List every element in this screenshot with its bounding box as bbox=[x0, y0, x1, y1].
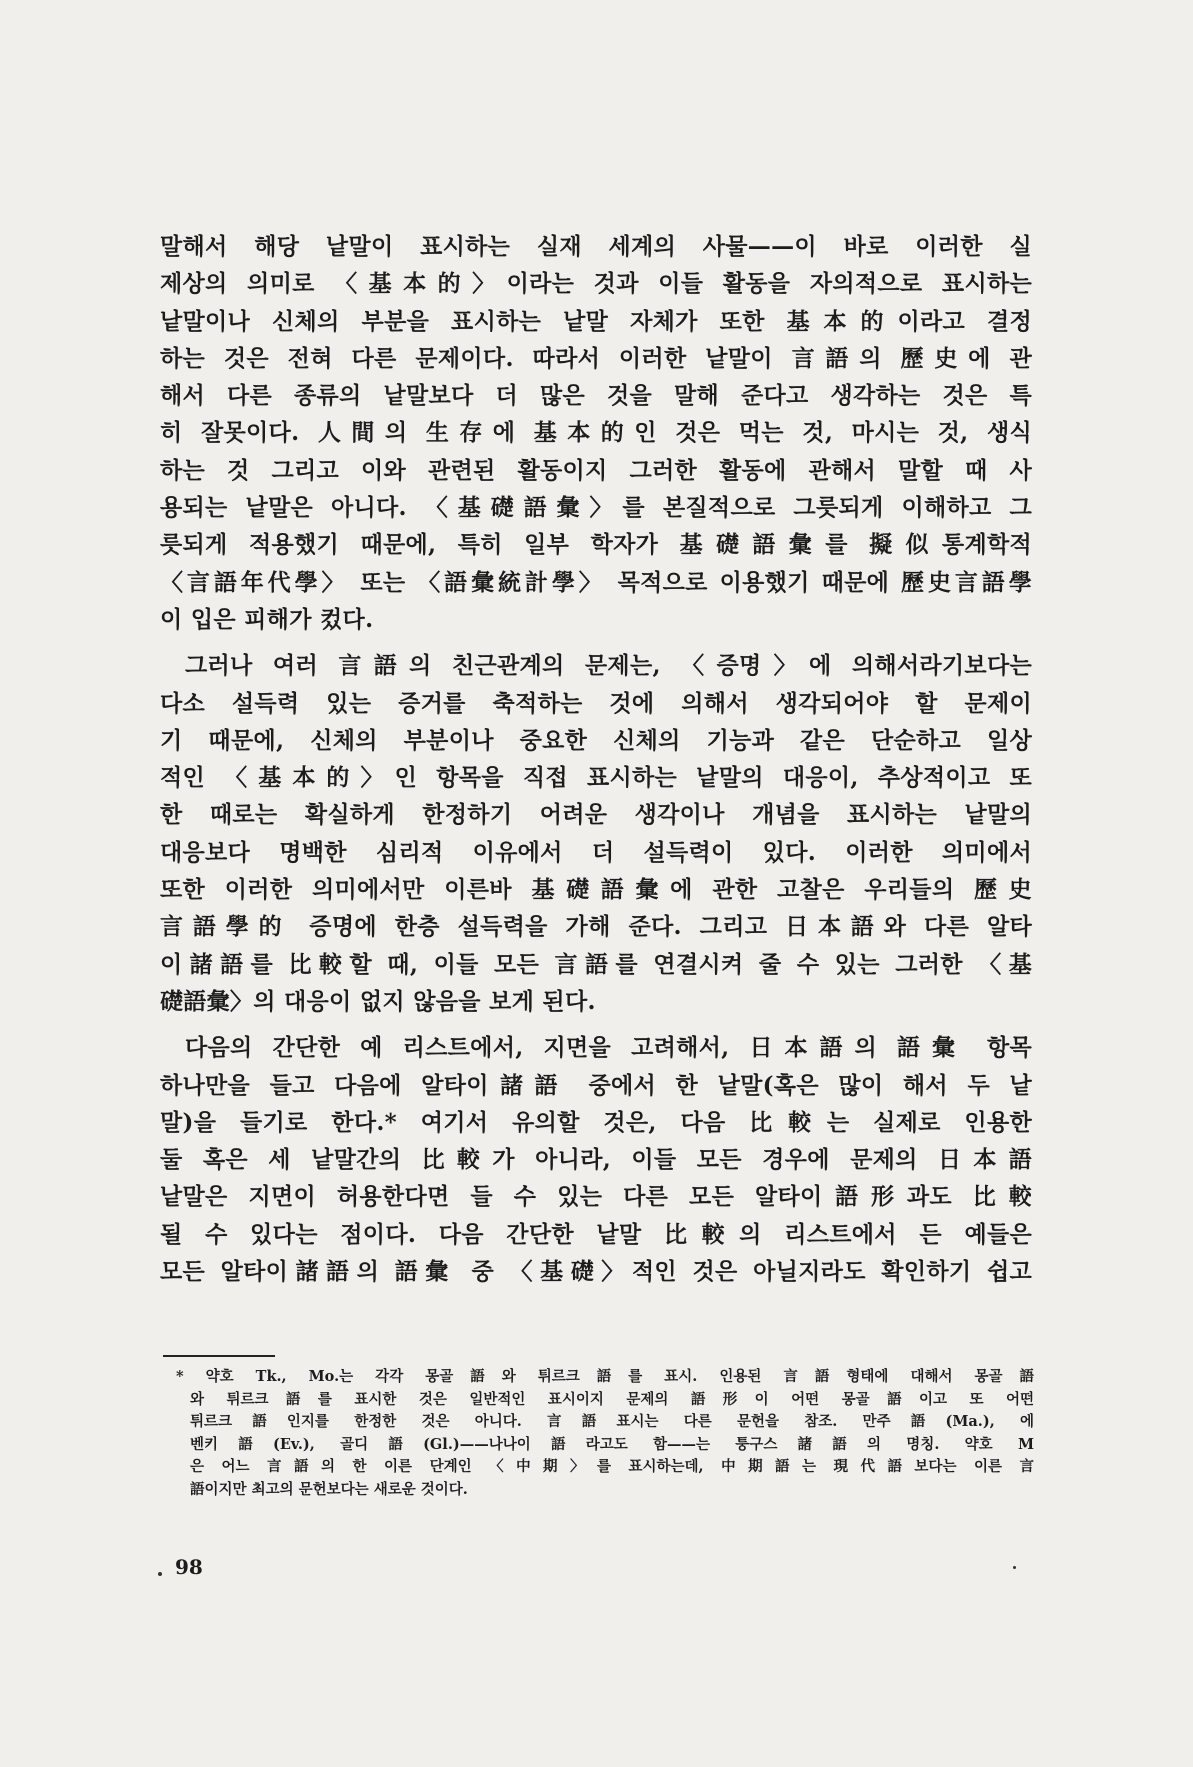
text-line: 둘 혹은 세 낱말간의 比較가 아니라, 이들 모든 경우에 문제의 日本語 bbox=[160, 1146, 1032, 1174]
footnote-line: 튀르크語인지를 한정한 것은 아니다. 言語표시는 다른 문헌을 참조. 만주語(Ma.), 에 bbox=[190, 1413, 1034, 1431]
text-line: 하는 것 그리고 이와 관련된 활동이지 그러한 활동에 관해서 말할 때 사 bbox=[160, 456, 1032, 484]
text-line: 다소 설득력 있는 증거를 축적하는 것에 의해서 생각되어야 할 문제이 bbox=[160, 689, 1032, 717]
text-line: 될 수 있다는 점이다. 다음 간단한 낱말 比較의 리스트에서 든 예들은 bbox=[160, 1220, 1032, 1248]
text-line: 〈言語年代學〉 또는 〈語彙統計學〉 목적으로 이용했기 때문에 歷史言語學 bbox=[160, 568, 1032, 596]
footnote-rule bbox=[163, 1355, 275, 1357]
text-line: 대응보다 명백한 심리적 이유에서 더 설득력이 있다. 이러한 의미에서 bbox=[160, 838, 1032, 866]
text-line: 히 잘못이다. 人間의 生存에 基本的인 것은 먹는 것, 마시는 것, 생식 bbox=[160, 419, 1032, 447]
text-line: 이諸語를 比較할 때, 이들 모든 言語를 연결시켜 줄 수 있는 그러한 〈基 bbox=[160, 950, 1032, 978]
page-number: 98 bbox=[175, 1555, 203, 1579]
footnote-line: 와 튀르크語를 표시한 것은 일반적인 표시이지 문제의 語形이 어떤 몽골語이고 또 어떤 bbox=[190, 1390, 1034, 1408]
text-line: 릇되게 적용했기 때문에, 특히 일부 학자가 基礎語彙를 擬似통계학적 bbox=[160, 531, 1032, 559]
text-line: 용되는 낱말은 아니다. 〈基礎語彙〉를 본질적으로 그릇되게 이해하고 그 bbox=[160, 494, 1032, 522]
text-line: 낱말은 지면이 허용한다면 들 수 있는 다른 모든 알타이語形과도 比較 bbox=[160, 1183, 1032, 1211]
text-line: 礎語彙〉의 대응이 없지 않음을 보게 된다. bbox=[160, 987, 596, 1015]
text-line: 그러나 여러 言語의 친근관계의 문제는, 〈증명〉에 의해서라기보다는 bbox=[185, 652, 1032, 680]
body-text bbox=[160, 228, 1032, 1290]
text-line: 기 때문에, 신체의 부분이나 중요한 신체의 기능과 같은 단순하고 일상 bbox=[160, 726, 1032, 754]
text-line: 적인 〈基本的〉인 항목을 직접 표시하는 낱말의 대응이, 추상적이고 또 bbox=[160, 764, 1032, 792]
text-line: 하는 것은 전혀 다른 문제이다. 따라서 이러한 낱말이 言語의 歷史에 관 bbox=[160, 344, 1032, 372]
text-line: 하나만을 들고 다음에 알타이諸語 중에서 한 낱말(혹은 많이 해서 두 낱 bbox=[160, 1071, 1032, 1099]
footnote bbox=[176, 1366, 1034, 1502]
footnote-line: 벤키語(Ev.), 골디語(Gl.)——나나이語라고도 함——는 퉁구스諸語의 명칭. 약호 M bbox=[190, 1435, 1034, 1453]
text-line: 해서 다른 종류의 낱말보다 더 많은 것을 말해 준다고 생각하는 것은 특 bbox=[160, 382, 1032, 410]
paragraph-3 bbox=[160, 1029, 1032, 1290]
footnote-line: * 약호 Tk., Mo.는 각각 몽골語와 튀르크語를 표시. 인용된 言語형태에 대해서 몽골語 bbox=[176, 1368, 1034, 1385]
text-line: 言語學的 증명에 한층 설득력을 가해 준다. 그리고 日本語와 다른 알타 bbox=[160, 913, 1032, 941]
scan-speck bbox=[1013, 1566, 1016, 1569]
scan-speck bbox=[158, 1572, 162, 1576]
text-line: 또한 이러한 의미에서만 이른바 基礎語彙에 관한 고찰은 우리들의 歷史 bbox=[160, 876, 1032, 904]
text-line: 낱말이나 신체의 부분을 표시하는 낱말 자체가 또한 基本的이라고 결정 bbox=[160, 307, 1032, 335]
text-line: 모든 알타이諸語의 語彙 중 〈基礎〉적인 것은 아닐지라도 확인하기 쉽고 bbox=[160, 1258, 1032, 1286]
text-line: 다음의 간단한 예 리스트에서, 지면을 고려해서, 日本語의 語彙 항목 bbox=[185, 1034, 1032, 1062]
paragraph-2 bbox=[160, 647, 1032, 1020]
text-line: 이 입은 피해가 컸다. bbox=[160, 605, 374, 633]
paragraph-1 bbox=[160, 228, 1032, 638]
footnote-line: 은 어느 言語의 한 이른 단계인 〈中期〉를 표시하는데, 中期語는 現代語보다는 이른 言 bbox=[190, 1458, 1034, 1476]
text-line: 한 때로는 확실하게 한정하기 어려운 생각이나 개념을 표시하는 낱말의 bbox=[160, 801, 1032, 829]
text-line: 제상의 의미로 〈基本的〉이라는 것과 이들 활동을 자의적으로 표시하는 bbox=[160, 270, 1032, 298]
footnote-line: 語이지만 최고의 문헌보다는 새로운 것이다. bbox=[190, 1480, 468, 1498]
text-line: 말해서 해당 낱말이 표시하는 실재 세계의 사물——이 바로 이러한 실 bbox=[160, 233, 1032, 260]
text-line: 말)을 들기로 한다.* 여기서 유의할 것은, 다음 比較는 실제로 인용한 bbox=[160, 1108, 1032, 1136]
